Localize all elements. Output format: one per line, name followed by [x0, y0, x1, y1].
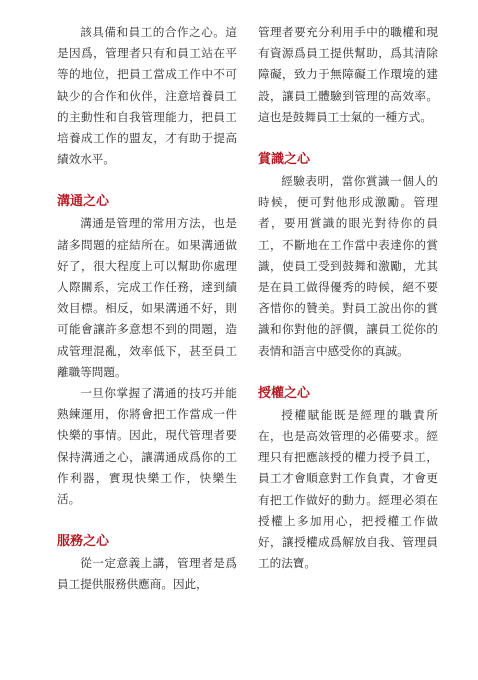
right-column — [258, 22, 438, 574]
paragraph-cooperation: 該具備和員工的合作之心。這是因爲，管理者只有和員工站在平等的地位，把員工當成工作中不可缺少的合作和伙伴，注意培養員工的主動性和自我管理能力，把員工培養成工作的盟友，才有助于提高績效水平。 — [57, 25, 237, 167]
heading-service: 服務之心 — [57, 534, 110, 550]
paragraph-empowerment: 授權賦能既是經理的職責所在，也是高效管理的必備要求。經理只有把應該授的權力授予員工，員工才會順意對工作負責，才會更有把工作做好的動力。經理必須在授權上多加用心，把授權工作做好，讓授權成爲解放自我、管理員工的法寶。 — [258, 407, 438, 571]
heading-empowerment: 授權之心 — [258, 385, 311, 401]
paragraph-service: 從一定意義上講，管理者是爲員工提供服務供應商。因此， — [57, 556, 237, 592]
paragraph-communication-1: 溝通是管理的常用方法，也是諸多問題的症結所在。如果溝通做好了，很大程度上可以幫助你處理人際關系，完成工作任務，達到績效目標。相反，如果溝通不好，則可能會讓許多意想不到的問題，造成管理混亂，效率低下，甚至員工離職等問題。 — [57, 216, 237, 379]
heading-communication: 溝通之心 — [57, 194, 110, 210]
paragraph-service-continued: 管理者要充分利用手中的職權和現有資源爲員工提供幫助，爲其清除障礙，致力于無障礙工作環境的建設，讓員工體驗到管理的高效率。這也是鼓舞員工士氣的一種方式。 — [258, 25, 438, 124]
left-column — [57, 22, 237, 596]
paragraph-appreciation: 經驗表明，當你賞識一個人的時候，便可對他形成激勵。管理者，要用賞識的眼光對待你的員工，不斷地在工作當中表達你的賞識，使員工受到鼓舞和激勵，尤其是在員工做得優秀的時候，絕不要吝惜你的贊美。對員工說出你的賞識和你對他的評價，讓員工從你的表情和語言中感受你的真誠。 — [258, 174, 438, 358]
paragraph-communication-2: 一旦你掌握了溝通的技巧并能熟練運用，你將會把工作當成一件快樂的事情。因此，現代管理者要保持溝通之心，讓溝通成爲你的工作利器，實現快樂工作，快樂生活。 — [57, 386, 237, 507]
heading-appreciation: 賞識之心 — [258, 152, 311, 168]
